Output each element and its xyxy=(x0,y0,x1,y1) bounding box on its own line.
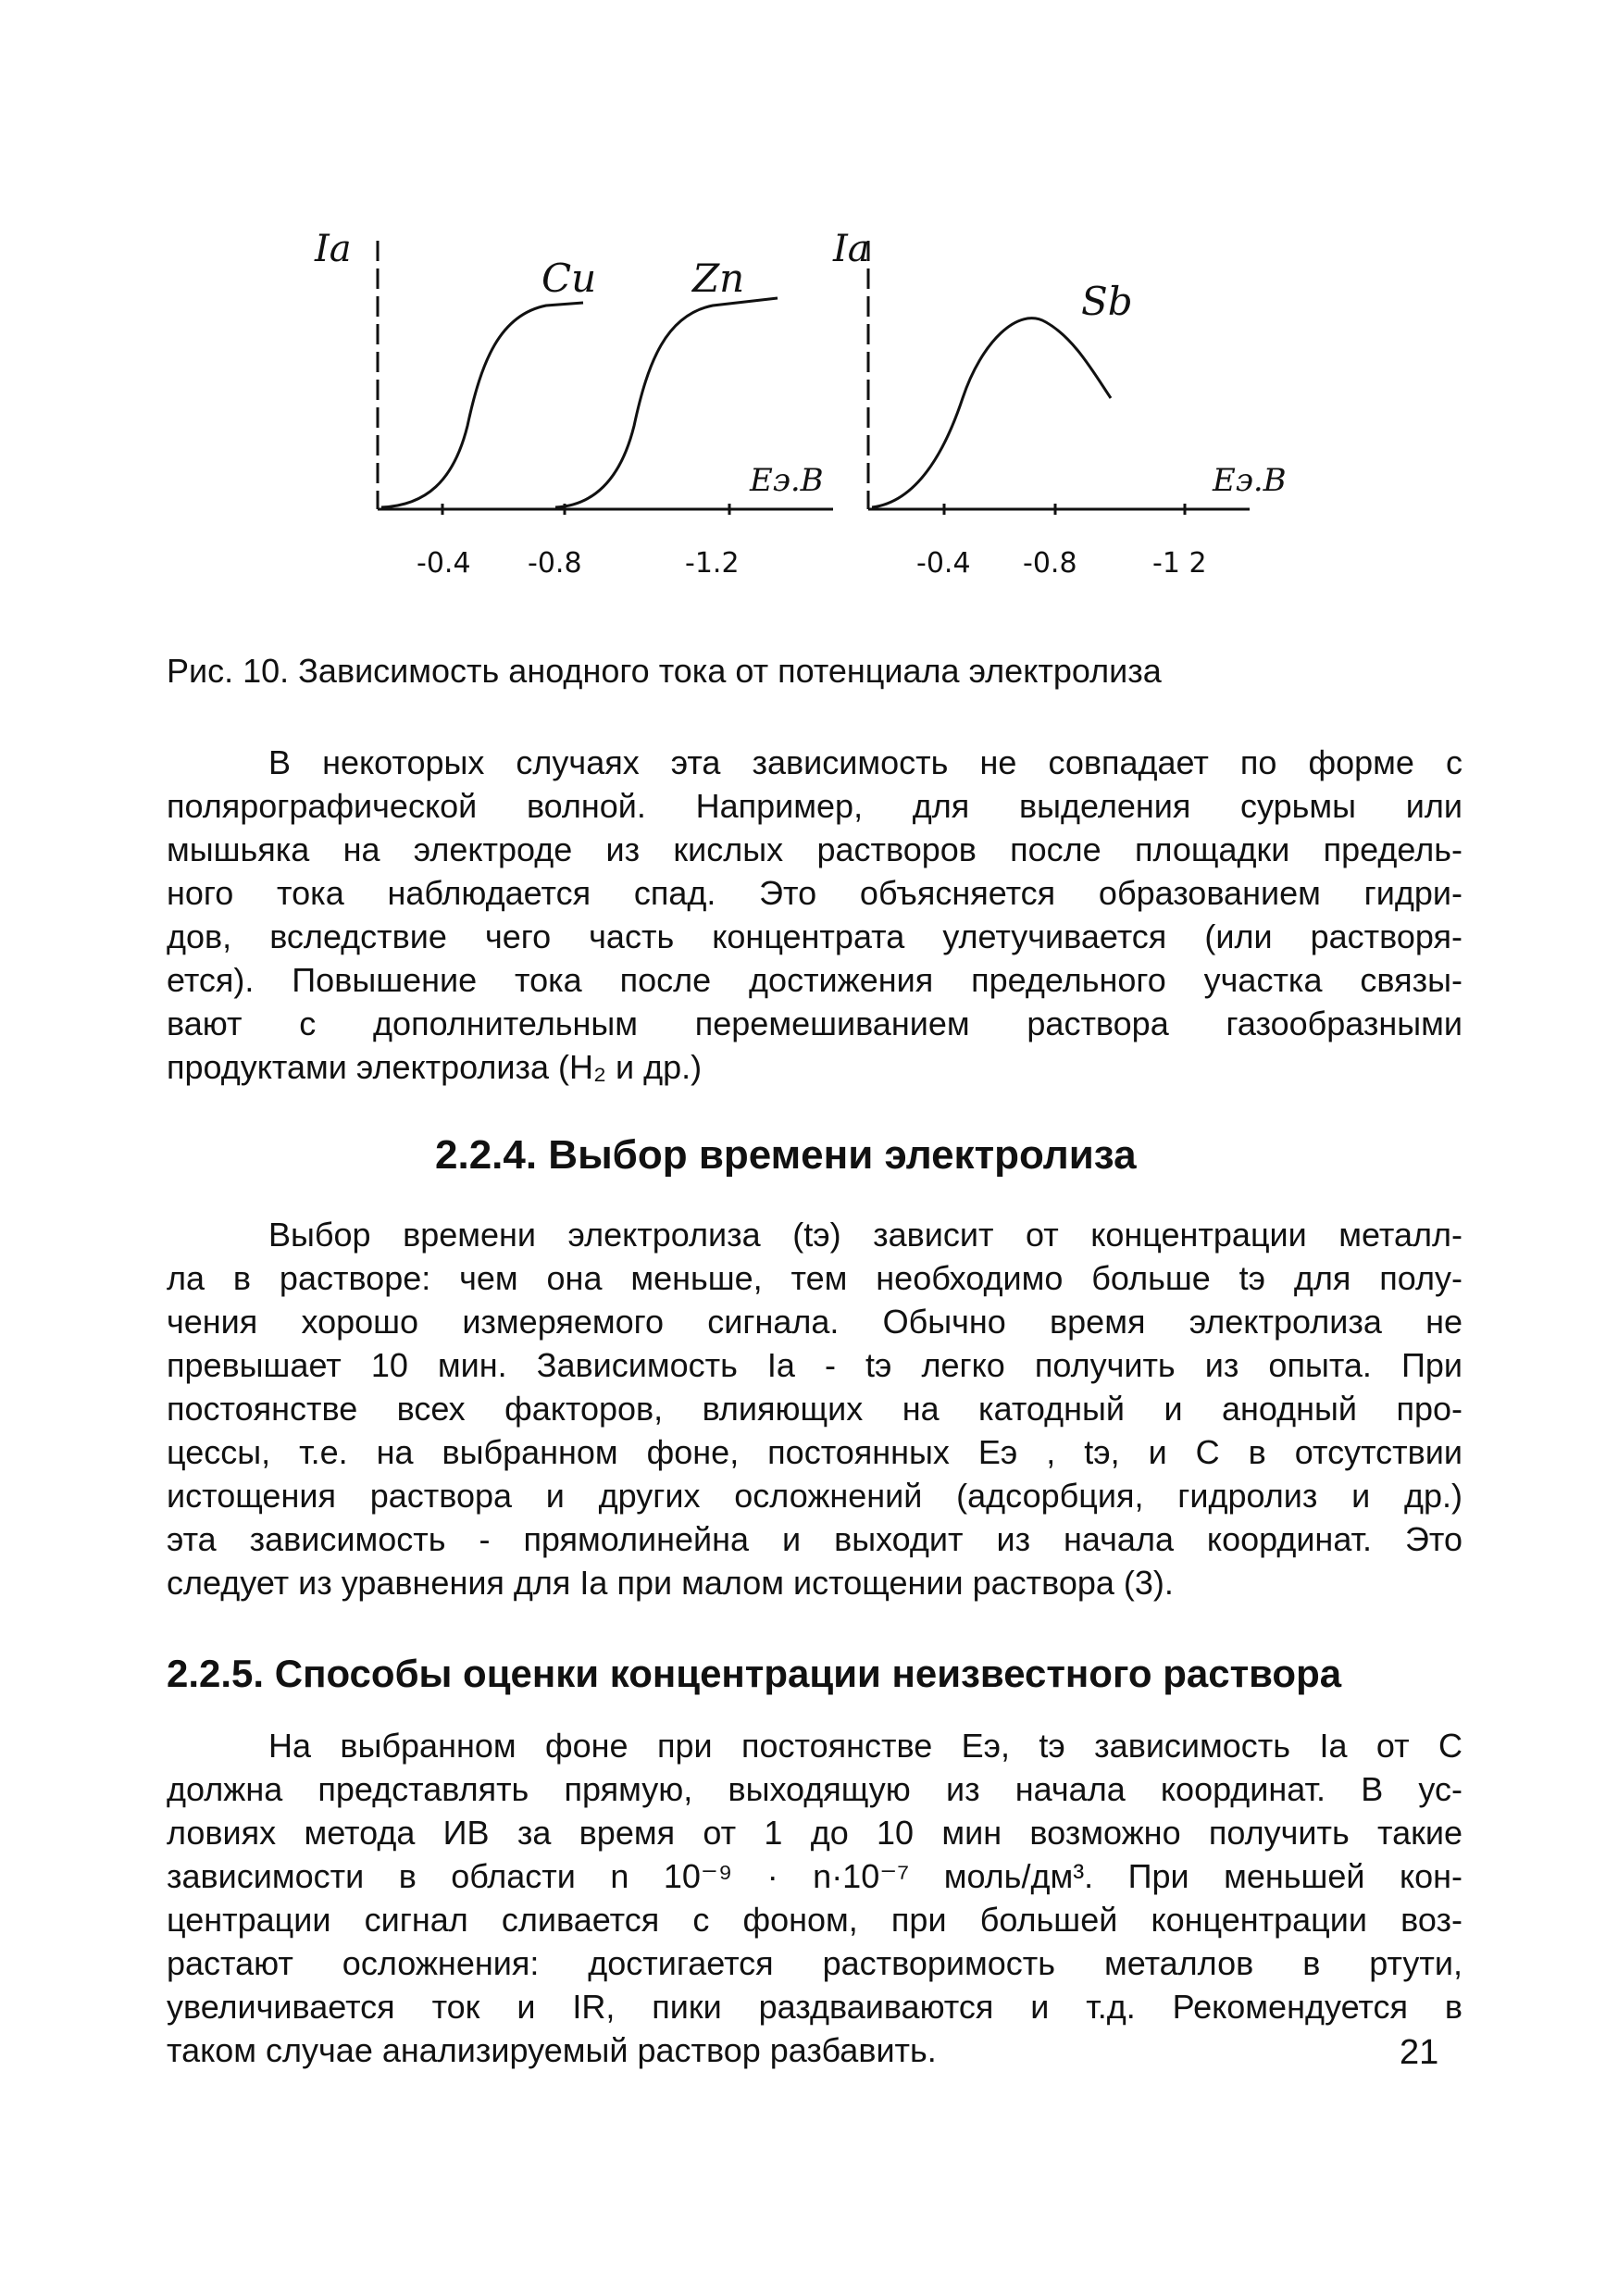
text-line: зависимости в области n 10⁻⁹ · n·10⁻⁷ моль/дм³. При меньшей кон- xyxy=(167,1857,1462,1895)
figure-caption: Рис. 10. Зависимость анодного тока от потенциала электролиза xyxy=(167,652,1162,690)
text-line: должна представлять прямую, выходящую из начала координат. В ус- xyxy=(167,1770,1462,1808)
text-line: постоянстве всех факторов, влияющих на катодный и анодный про- xyxy=(167,1390,1462,1428)
right-x-axis-label: Eэ.B xyxy=(1213,462,1287,499)
right-y-axis-label: Ia xyxy=(833,228,870,270)
right-tick-label: -1 2 xyxy=(1152,547,1207,580)
section-heading-2-2-4: 2.2.4. Выбор времени электролиза xyxy=(435,1132,1137,1178)
text-line: На выбранном фоне при постоянстве Eэ, tэ зависимость Iа от С xyxy=(268,1727,1462,1765)
figure-svg xyxy=(278,213,1351,620)
text-line: таком случае анализируемый раствор разбавить. xyxy=(167,2031,937,2069)
text-line: увеличивается ток и IR, пики раздваиваются и т.д. Рекомендуется в xyxy=(167,1988,1462,2026)
right-tick-label: -0.8 xyxy=(1023,547,1077,580)
text-line: чения хорошо измеряемого сигнала. Обычно время электролиза не xyxy=(167,1303,1462,1341)
text-line: эта зависимость - прямолинейна и выходит из начала координат. Это xyxy=(167,1520,1462,1558)
text-line: цессы, т.е. на выбранном фоне, постоянных Eэ , tэ, и С в отсутствии xyxy=(167,1433,1462,1471)
text-line: ется). Повышение тока после достижения предельного участка связы- xyxy=(167,961,1462,999)
text-line: превышает 10 мин. Зависимость Iа - tэ легко получить из опыта. При xyxy=(167,1346,1462,1384)
zn-curve xyxy=(555,298,778,507)
text-line: полярографической волной. Например, для выделения сурьмы или xyxy=(167,787,1462,825)
paragraph-3 xyxy=(167,1724,1462,2072)
left-y-axis-label: Ia xyxy=(315,228,352,270)
right-tick-label: -0.4 xyxy=(916,547,971,580)
left-tick-label: -0.8 xyxy=(528,547,582,580)
paragraph-2 xyxy=(167,1213,1462,1604)
text-line: ла в растворе: чем она меньше, тем необходимо больше tэ для полу- xyxy=(167,1259,1462,1297)
paragraph-1 xyxy=(167,741,1462,1089)
text-line: растают осложнения: достигается растворимость металлов в ртути, xyxy=(167,1944,1462,1982)
text-line: центрации сигнал сливается с фоном, при большей концентрации воз- xyxy=(167,1901,1462,1939)
left-tick-label: -0.4 xyxy=(417,547,471,580)
text-line: дов, вследствие чего часть концентрата улетучивается (или растворя- xyxy=(167,917,1462,955)
zn-label: Zn xyxy=(692,256,745,301)
left-panel xyxy=(314,228,833,580)
left-tick-label: -1.2 xyxy=(685,547,740,580)
text-line: истощения раствора и других осложнений (адсорбция, гидролиз и др.) xyxy=(167,1477,1462,1515)
text-line: вают с дополнительным перемешиванием раствора газообразными xyxy=(167,1004,1462,1042)
text-line: мышьяка на электроде из кислых растворов после площадки предель- xyxy=(167,830,1462,868)
text-line: ловиях метода ИВ за время от 1 до 10 мин возможно получить такие xyxy=(167,1814,1462,1852)
text-line: Выбор времени электролиза (tэ) зависит от концентрации металл- xyxy=(268,1216,1462,1254)
section-heading-2-2-5: 2.2.5. Способы оценки концентрации неизвестного раствора xyxy=(167,1652,1342,1695)
text-line: следует из уравнения для Iа при малом истощении раствора (3). xyxy=(167,1564,1174,1602)
page-number: 21 xyxy=(1400,2033,1439,2072)
right-panel xyxy=(832,228,1287,580)
sb-curve xyxy=(872,318,1111,507)
cu-label: Cu xyxy=(541,256,597,301)
text-line: ного тока наблюдается спад. Это объясняется образованием гидри- xyxy=(167,874,1462,912)
text-line: В некоторых случаях эта зависимость не совпадает по форме с xyxy=(268,743,1462,781)
left-x-axis-label: Eэ.B xyxy=(750,462,824,499)
cu-curve xyxy=(381,303,583,507)
figure-anodic-current xyxy=(278,213,1351,620)
sb-label: Sb xyxy=(1081,279,1133,324)
text-line: продуктами электролиза (H₂ и др.) xyxy=(167,1048,703,1086)
